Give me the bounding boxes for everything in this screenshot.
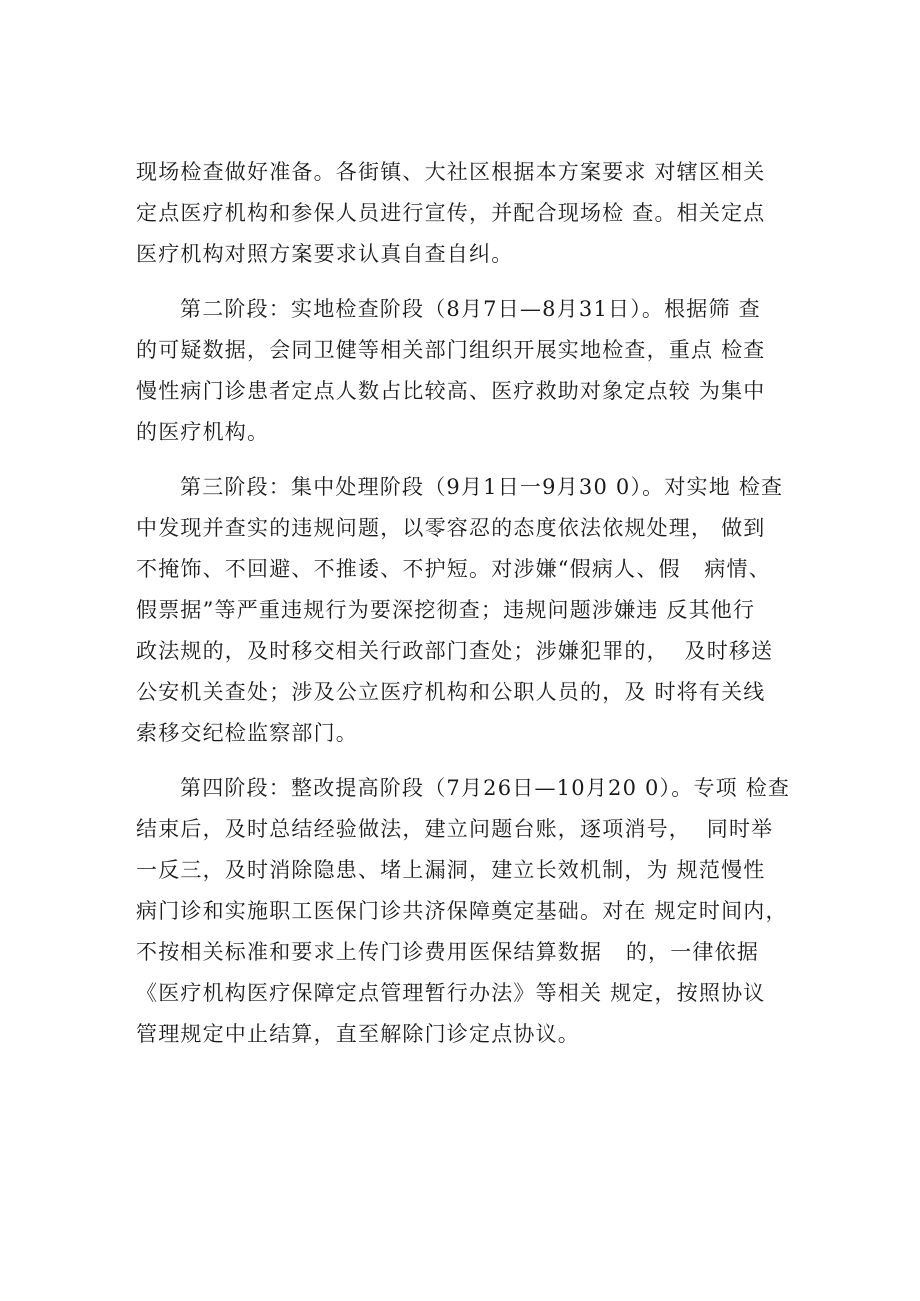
text-line: 中发现并查实的违规问题，以零容忍的态度依法依规处理， 做到 <box>136 516 766 540</box>
text-line: 的医疗机构。 <box>136 420 270 444</box>
text-line: 管理规定中止结算，直至解除门诊定点协议。 <box>136 1022 580 1046</box>
text-line: 的可疑数据，会同卫健等相关部门组织开展实地检查，重点 检查 <box>136 338 766 362</box>
text-line: 《医疗机构医疗保障定点管理暂行办法》等相关 规定，按照协议 <box>136 981 766 1005</box>
text-line: 第二阶段：实地检查阶段（8月7日—8月31日）。根据筛 查 <box>180 297 761 321</box>
text-line: 结束后，及时总结经验做法，建立问题台账，逐项消号， 同时举 <box>136 817 774 841</box>
text-line: 政法规的，及时移交相关行政部门查处；涉嫌犯罪的， 及时移送 <box>136 639 774 663</box>
text-line: 公安机关查处；涉及公立医疗机构和公职人员的，及 时将有关线 <box>136 680 766 704</box>
text-line: 慢性病门诊患者定点人数占比较高、医疗救助对象定点较 为集中 <box>136 379 766 403</box>
text-line: 不按相关标准和要求上传门诊费用医保结算数据 的，一律依据 <box>136 940 760 964</box>
text-line: 医疗机构对照方案要求认真自查自纠。 <box>136 242 514 266</box>
paragraph-4 <box>136 768 836 1055</box>
document-body <box>136 152 836 1055</box>
text-line: 索移交纪检监察部门。 <box>136 721 358 745</box>
text-line: 现场检查做好准备。各街镇、大社区根据本方案要求 对辖区相关 <box>136 160 766 184</box>
text-line: 假票据”等严重违规行为要深挖彻查；违规问题涉嫌违 反其他行 <box>136 598 756 622</box>
text-line: 病门诊和实施职工医保门诊共济保障奠定基础。对在 规定时间内， <box>136 899 788 923</box>
text-line: 第三阶段：集中处理阶段（9月1日一9月30 0）。对实地 检查 <box>180 475 784 499</box>
text-line: 第四阶段：整改提高阶段（7月26日—10月20 0）。专项 检查 <box>180 776 791 800</box>
text-line: 不掩饰、不回避、不推诿、不护短。对涉嫌“假病人、假 病情、 <box>136 557 771 581</box>
text-line: 定点医疗机构和参保人员进行宣传，并配合现场检 查。相关定点 <box>136 201 766 225</box>
paragraph-3 <box>136 467 836 754</box>
paragraph-2 <box>136 289 836 453</box>
text-line: 一反三，及时消除隐患、堵上漏洞，建立长效机制，为 规范慢性 <box>136 858 766 882</box>
paragraph-1 <box>136 152 836 275</box>
